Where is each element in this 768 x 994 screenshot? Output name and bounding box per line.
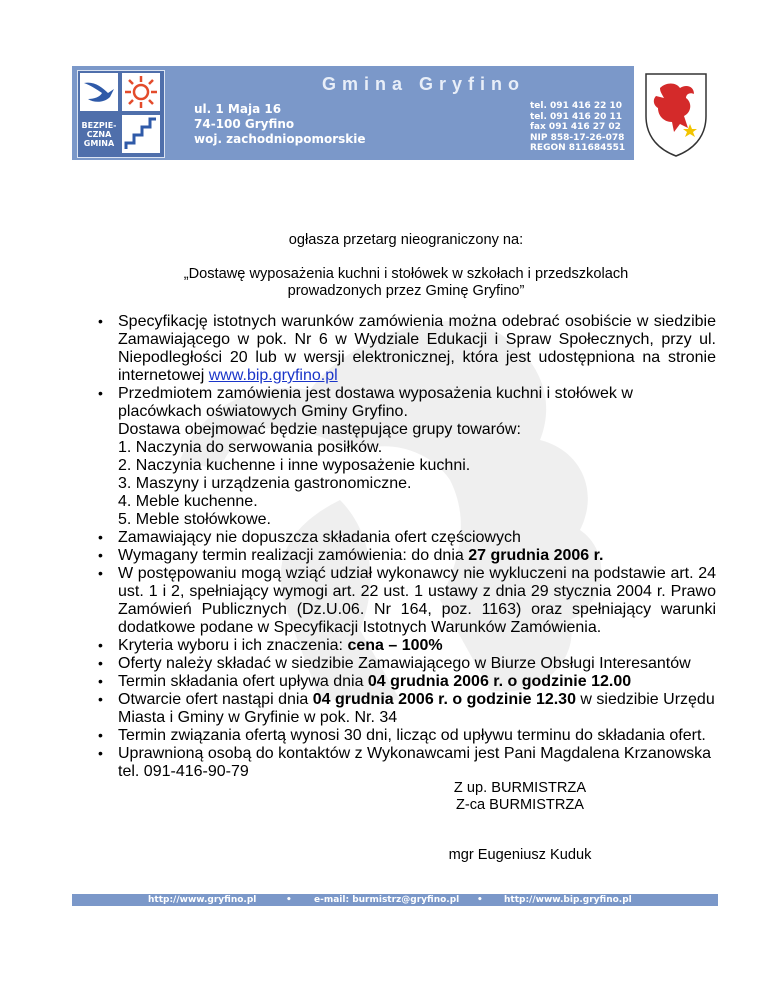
signature-block xyxy=(420,780,620,815)
logo-text: BEZPIE- CZNA GMINA xyxy=(81,121,117,148)
footer-separator: • xyxy=(477,895,483,905)
list-item: • Uprawnioną osobą do kontaktów z Wykonawcami jest Pani Magdalena Krzanowska tel. 091-416-90-79 xyxy=(96,745,716,781)
contact-line: tel. 091 416 22 10 xyxy=(530,101,623,111)
list-item: • Otwarcie ofert nastąpi dnia 04 grudnia 2006 r. o godzinie 12.30 w siedzibie Urzędu Miasta i Gminy w Gryfinie w pok. Nr. 34 xyxy=(96,691,716,727)
contact-line: NIP 858-17-26-078 xyxy=(530,132,625,143)
signature-line: Z-ca BURMISTRZA xyxy=(455,797,585,814)
list-item: • Przedmiotem zamówienia jest dostawa wyposażenia kuchni i stołówek w placówkach oświatowych Gminy Gryfino. Dostawa obejmować będzie następujące grupy towarów: 1. Naczynia do serwowania posiłków. 2. Naczynia kuchenne i inne wyposażenie kuchni. 3. Maszyny i urządzenia gastronomiczne. 4. Meble kuchenne. 5. Meble stołówkowe. xyxy=(96,385,716,529)
address-line: 74-100 Gryfino xyxy=(194,117,295,131)
contact-line: fax 091 416 27 02 xyxy=(530,122,621,132)
header-banner xyxy=(72,66,718,160)
goods-group: 3. Maszyny i urządzenia gastronomiczne. xyxy=(118,475,412,492)
contact-line: tel. 091 416 20 11 xyxy=(530,111,623,122)
swallow-icon xyxy=(80,73,118,111)
contact-line: REGON 811684551 xyxy=(530,143,626,153)
signature-line: Z up. BURMISTRZA xyxy=(453,780,587,796)
sun-icon xyxy=(122,73,160,111)
list-item: • Oferty należy składać w siedzibie Zamawiającego w Biurze Obsługi Interesantów xyxy=(96,655,716,673)
subject-line: „Dostawę wyposażenia kuchni i stołówek w szkołach i przedszkolach xyxy=(183,266,629,282)
footer-bar xyxy=(72,894,718,906)
intro-text: ogłasza przetarg nieograniczony na: xyxy=(288,232,524,248)
footer-email-link[interactable]: e-mail: burmistrz@gryfino.pl xyxy=(314,895,460,905)
footer-site-link[interactable]: http://www.gryfino.pl xyxy=(148,895,257,905)
list-item: • Kryteria wyboru i ich znaczenia: cena – 100% xyxy=(96,637,716,655)
crest-panel xyxy=(634,66,718,160)
goods-group: 5. Meble stołówkowe. xyxy=(118,511,271,528)
tender-subject xyxy=(96,266,716,301)
list-item: • Termin składania ofert upływa dnia 04 grudnia 2006 r. o godzinie 12.00 xyxy=(96,673,716,691)
tender-conditions-list xyxy=(96,313,716,781)
bip-link[interactable]: www.bip.gryfino.pl xyxy=(208,367,338,384)
griffin-crest-icon xyxy=(634,66,718,160)
list-item: • W postępowaniu mogą wziąć udział wykonawcy nie wykluczeni na podstawie art. 24 ust. 1 i 2, spełniający wymogi art. 22 ust. 1 ustawy z dnia 29 stycznia 2004 r. Prawo Zamówień Publicznych (Dz.U.06. Nr 164, poz. 1163) oraz spełniający warunki dodatkowe podane w Specyfikacji Istotnych Warunków Zamówienia. xyxy=(96,565,716,637)
goods-group: 1. Naczynia do serwowania posiłków. xyxy=(118,439,383,456)
gmina-title: Gmina Gryfino xyxy=(322,74,526,94)
footer-separator: • xyxy=(286,895,292,905)
list-item: • Specyfikację istotnych warunków zamówienia można odebrać osobiście w siedzibie Zamawiającego w pok. Nr 6 w Wydziale Edukacji i Spraw Społecznych, przy ul. Niepodległości 20 lub w wersji elektronicznej, która jest udostępniona na stronie internetowej www.bip.gryfino.pl xyxy=(96,313,716,385)
stairs-icon xyxy=(122,115,160,153)
list-item: • Wymagany termin realizacji zamówienia: do dnia 27 grudnia 2006 r. xyxy=(96,547,716,565)
address-line: woj. zachodniopomorskie xyxy=(194,132,366,146)
list-item: • Termin związania ofertą wynosi 30 dni, licząc od upływu terminu do składania ofert. xyxy=(96,727,716,745)
goods-group: 2. Naczynia kuchenne i inne wyposażenie kuchni. xyxy=(118,457,471,474)
signatory-name: mgr Eugeniusz Kuduk xyxy=(448,847,592,863)
address-block xyxy=(194,102,366,147)
footer-bip-link[interactable]: http://www.bip.gryfino.pl xyxy=(504,895,632,905)
bezpieczna-gmina-logo xyxy=(77,70,165,158)
list-item: • Zamawiający nie dopuszcza składania ofert częściowych xyxy=(96,529,716,547)
subject-line: prowadzonych przez Gminę Gryfino” xyxy=(287,283,525,300)
address-line: ul. 1 Maja 16 xyxy=(194,102,282,116)
contact-block xyxy=(530,101,625,154)
goods-group: 4. Meble kuchenne. xyxy=(118,493,258,510)
